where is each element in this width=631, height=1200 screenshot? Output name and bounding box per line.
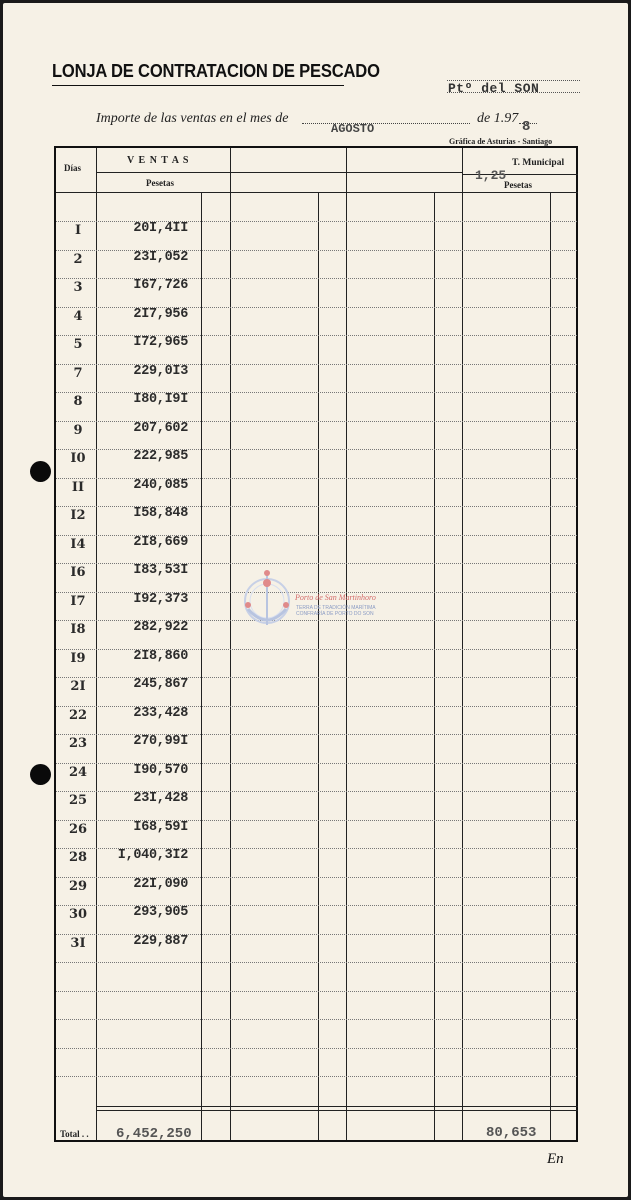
row-day: 23 <box>68 736 88 751</box>
row-day: 25 <box>68 793 88 808</box>
total-ventas: 6,452,250 <box>116 1126 192 1142</box>
row-day: 29 <box>68 878 88 894</box>
row-amount: 22I,090 <box>133 876 188 892</box>
row-day: 7 <box>73 365 83 381</box>
watermark-line1: Porto de San Martinhoro <box>295 593 376 602</box>
row-day: II <box>71 479 85 495</box>
row-day: 4 <box>73 308 83 324</box>
row-day: I6 <box>70 565 86 580</box>
row-amount: 2I7,956 <box>133 306 188 322</box>
row-day: I8 <box>70 622 86 637</box>
punch-hole-lower <box>30 764 51 785</box>
row-day: 3 <box>73 280 83 295</box>
row-amount: 2I8,669 <box>133 534 188 550</box>
row-amount: 293,905 <box>133 905 188 920</box>
month-value: AGOSTO <box>331 122 375 136</box>
year-suffix: 8 <box>522 119 531 135</box>
watermark-line2: TERRA DE TRADICIÓN MARÍTIMA <box>296 605 376 611</box>
signature-fragment: En <box>547 1151 564 1167</box>
confraria-watermark <box>240 565 400 637</box>
row-separator <box>56 1048 577 1049</box>
row-amount: 245,867 <box>133 677 188 692</box>
watermark-line3: CONFRARÍA DE PORTO DO SON <box>296 611 374 617</box>
row-separator <box>56 1019 577 1020</box>
importe-label: Importe de las ventas en el mes de <box>96 111 289 126</box>
row-day: I9 <box>70 650 86 666</box>
row-amount: 207,602 <box>133 420 188 436</box>
total-municipal: 80,653 <box>486 1125 537 1141</box>
total-top-line-2 <box>96 1110 578 1111</box>
header-municipal-pesetas: Pesetas <box>504 180 532 190</box>
row-amount: 20I,4II <box>133 221 188 236</box>
row-day: 2 <box>73 251 83 267</box>
row-day: 9 <box>73 422 83 438</box>
port-name: Ptº del SON <box>448 81 540 96</box>
header-municipal: T. Municipal <box>512 158 565 168</box>
row-amount: 229,887 <box>133 933 188 949</box>
row-amount: 240,085 <box>133 477 188 493</box>
row-amount: I58,848 <box>133 506 188 521</box>
row-amount: 222,985 <box>133 449 188 464</box>
title-underline <box>52 85 344 86</box>
municipal-rate: 1,25 <box>475 168 507 183</box>
form-title: LONJA DE CONTRATACION DE PESCADO <box>52 61 380 81</box>
row-amount: I90,570 <box>133 762 188 778</box>
row-day: 28 <box>68 850 88 865</box>
row-day: I4 <box>70 536 86 552</box>
total-label: Total . . <box>60 1129 89 1139</box>
row-day: I2 <box>70 508 86 523</box>
header-ventas: V E N T A S <box>127 155 190 166</box>
header-bottom-line <box>56 192 578 193</box>
header-pesetas: Pesetas <box>146 178 174 188</box>
total-top-line <box>96 1106 578 1107</box>
row-day: 3I <box>70 935 86 951</box>
row-amount: I83,53I <box>133 563 188 578</box>
row-day: 5 <box>73 337 83 352</box>
row-amount: 23I,428 <box>133 791 188 806</box>
row-amount: 233,428 <box>133 705 188 721</box>
row-day: I7 <box>70 593 86 609</box>
row-amount: 282,922 <box>133 620 188 635</box>
ledger-table <box>54 146 578 1142</box>
row-day: I0 <box>70 451 86 466</box>
anchor-icon <box>240 565 296 637</box>
port-dotted-line <box>447 92 580 93</box>
row-amount: 2I8,860 <box>133 648 188 664</box>
header-dias: Días <box>64 163 82 173</box>
row-amount: I80,I9I <box>133 392 188 407</box>
row-amount: 229,0I3 <box>133 363 188 379</box>
row-amount: 23I,052 <box>133 249 188 265</box>
row-amount: I92,373 <box>133 591 188 607</box>
row-amount: I67,726 <box>133 278 188 293</box>
row-day: 24 <box>68 764 88 780</box>
row-amount: 270,99I <box>133 734 188 749</box>
row-amount: I68,59I <box>133 819 188 835</box>
row-amount: I,040,3I2 <box>117 848 188 863</box>
year-prefix: de 1.97 <box>477 111 519 126</box>
row-separator <box>56 1076 577 1077</box>
row-day: 26 <box>68 821 88 837</box>
row-day: 22 <box>68 707 88 723</box>
row-separator <box>56 991 577 992</box>
punch-hole-upper <box>30 461 51 482</box>
row-day: 2I <box>70 679 86 694</box>
header-sub-line <box>96 172 462 173</box>
row-day: 8 <box>73 394 83 409</box>
row-day: I <box>74 223 82 238</box>
row-separator <box>56 962 577 963</box>
row-day: 30 <box>68 907 88 922</box>
month-dotted-line <box>302 123 470 124</box>
row-amount: I72,965 <box>133 335 188 350</box>
printer-imprint: Gráfica de Asturias - Santiago <box>449 137 553 146</box>
